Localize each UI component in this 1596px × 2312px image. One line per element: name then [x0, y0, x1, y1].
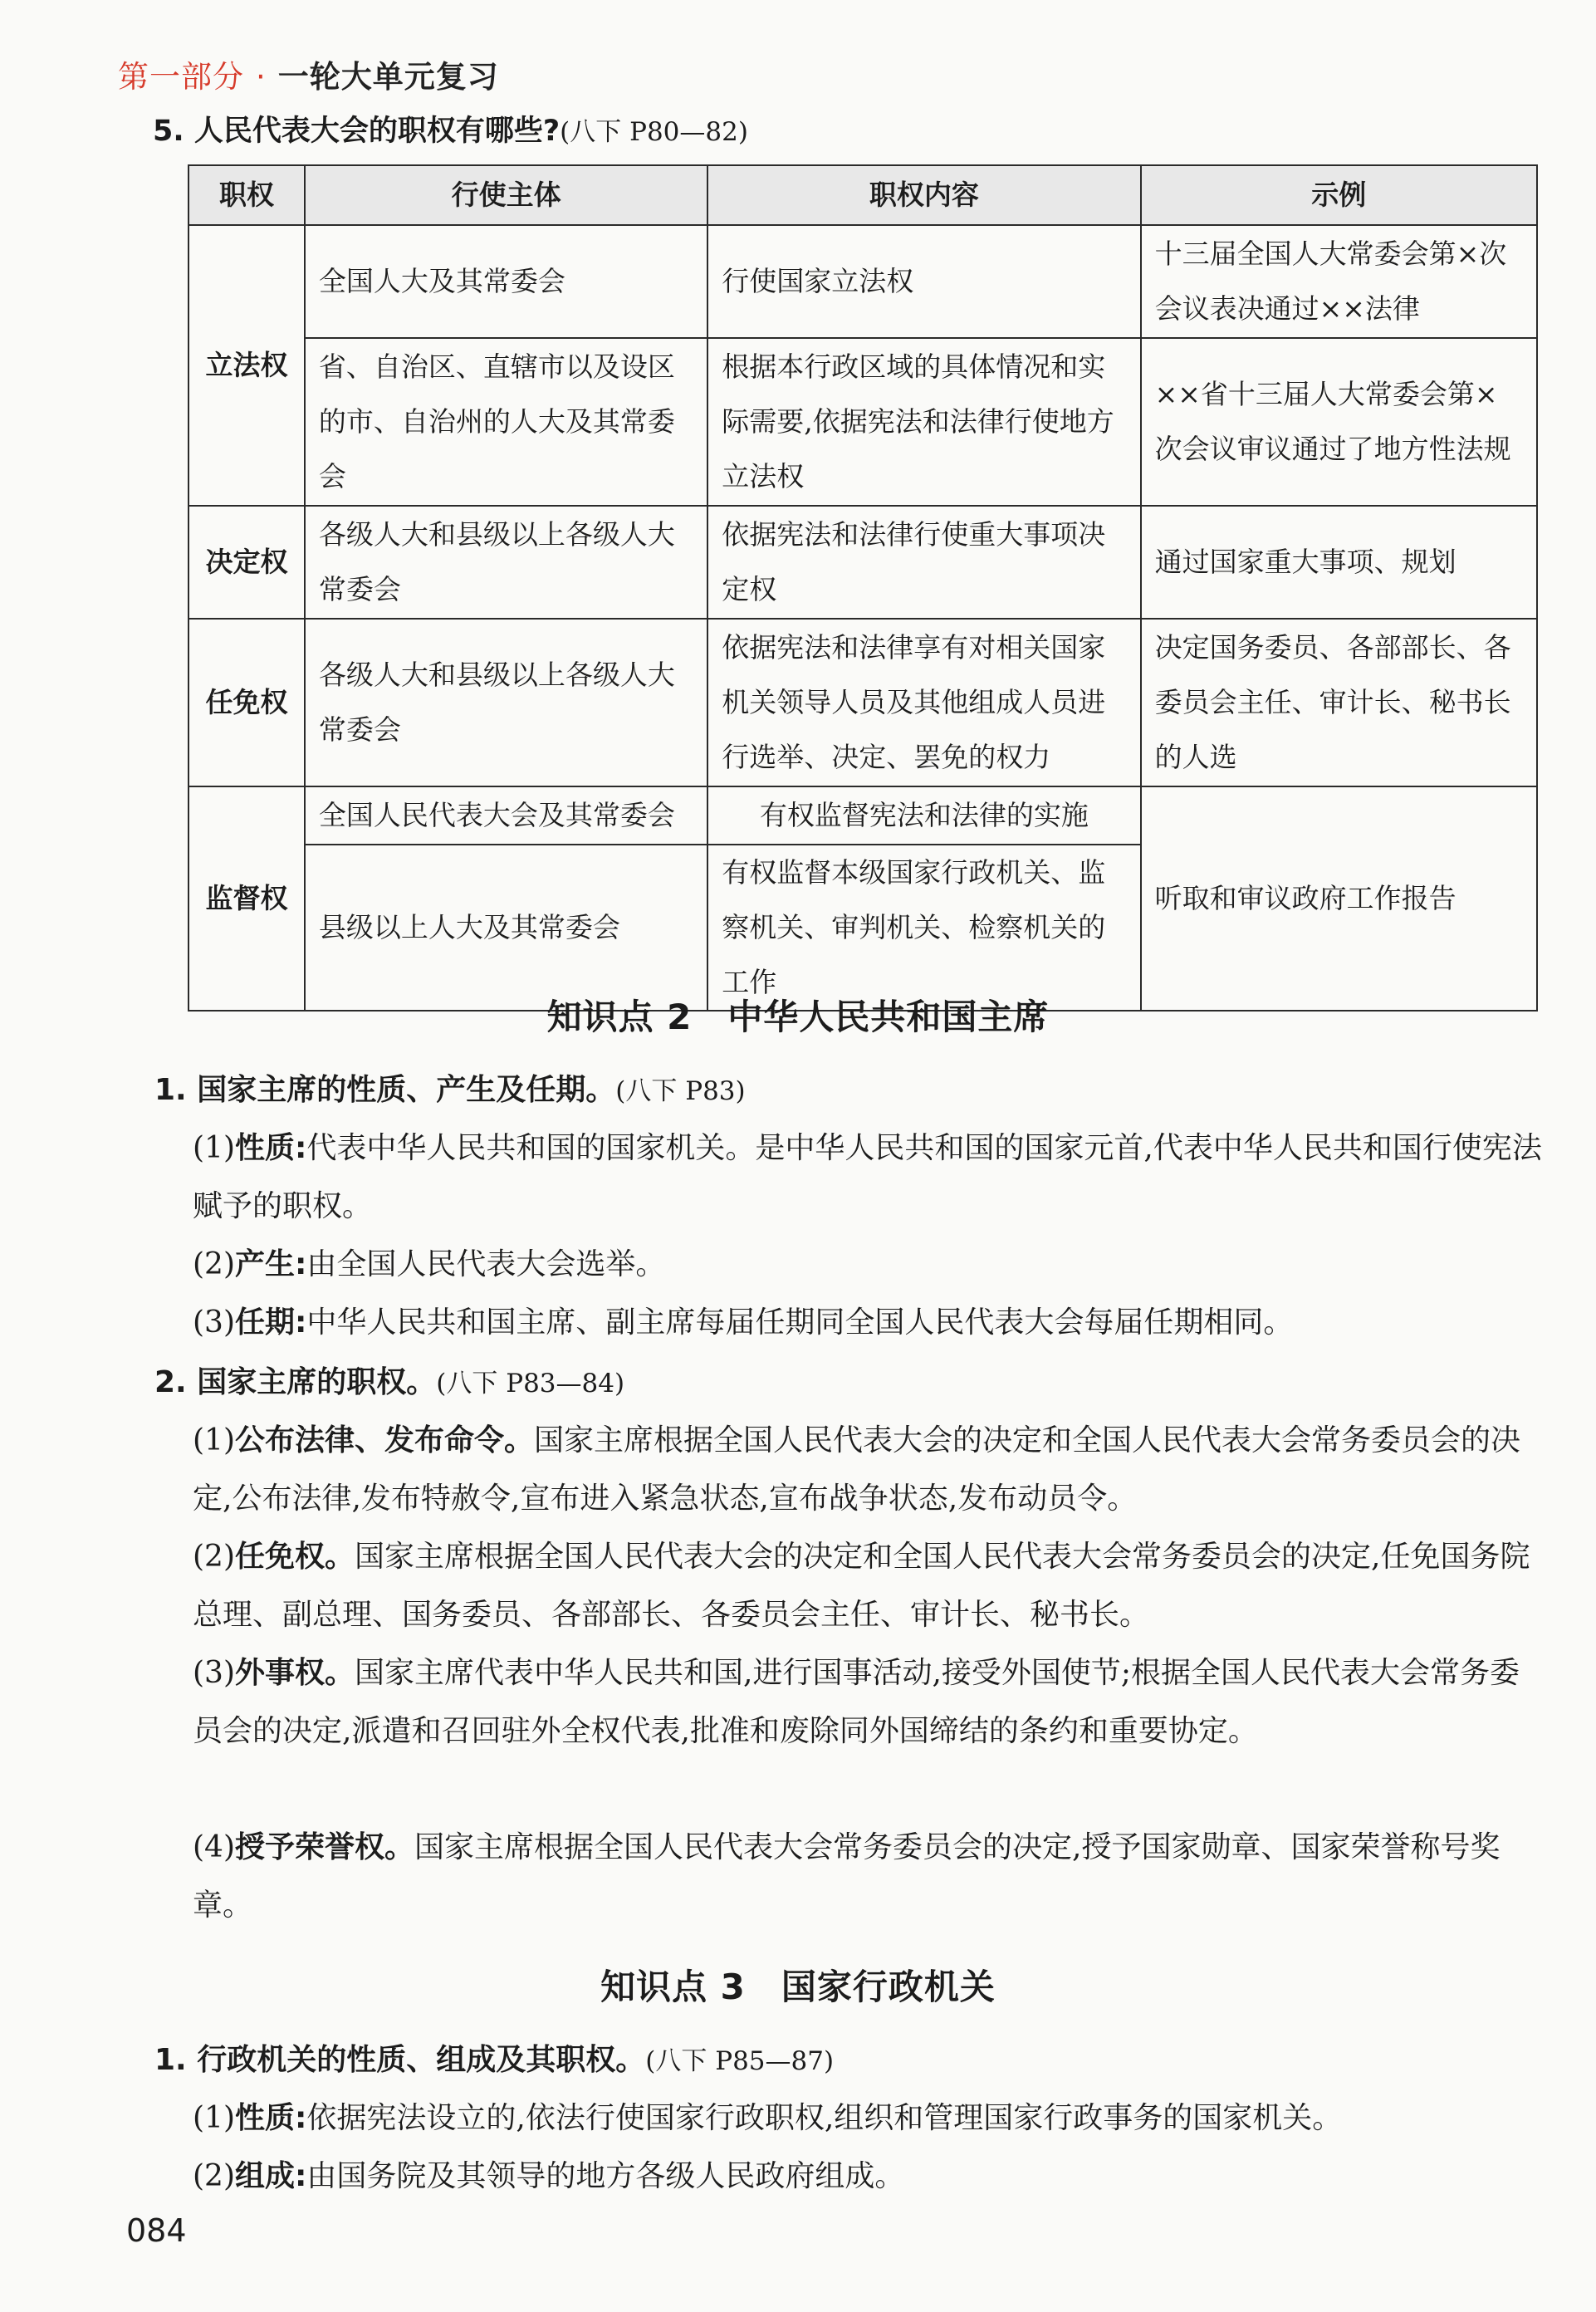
table-row	[188, 225, 1537, 338]
header-title: 一轮大单元复习	[277, 59, 499, 95]
table-cell: 行使国家立法权	[707, 225, 1140, 338]
item-label: 任期:	[235, 1305, 307, 1340]
item-num: (2)	[193, 2159, 235, 2193]
item-label: 性质:	[235, 1131, 307, 1165]
table-cell: 决定国务委员、各部部长、各委员会主任、审计长、秘书长的人选	[1141, 619, 1537, 786]
kp3-item-composition	[193, 2148, 1546, 2206]
item-num: (1)	[193, 1423, 235, 1457]
item-text: 国家主席根据全国人民代表大会常务委员会的决定,授予国家勋章、国家荣誉称号奖章。	[193, 1830, 1501, 1923]
kp2-q2-item-foreign	[193, 1644, 1546, 1761]
header-dot: ·	[256, 59, 267, 95]
kp2-q1-item-nature	[193, 1119, 1546, 1236]
row-head-decision: 决定权	[188, 506, 305, 619]
item-num: (2)	[193, 1247, 235, 1281]
item-num: (3)	[193, 1305, 235, 1340]
page-header	[118, 51, 499, 96]
kp2-q2-ref: (八下 P83—84)	[436, 1369, 625, 1398]
table-cell: 通过国家重大事项、规划	[1141, 506, 1537, 619]
item-label: 外事权。	[235, 1656, 355, 1690]
item-text: 由全国人民代表大会选举。	[306, 1247, 666, 1281]
table-cell: 全国人民代表大会及其常委会	[305, 786, 707, 845]
kp3-item-nature	[193, 2089, 1546, 2148]
item-text: 依据宪法设立的,依法行使国家行政职权,组织和管理国家行政事务的国家机关。	[306, 2101, 1343, 2135]
col-header-body: 行使主体	[305, 165, 707, 225]
col-header-content: 职权内容	[707, 165, 1140, 225]
row-head-legislative: 立法权	[188, 225, 305, 506]
kp2-q2-title: 2. 国家主席的职权。	[154, 1365, 437, 1399]
section-title-kp2: 知识点 2 中华人民共和国主席	[546, 997, 1050, 1037]
table-cell: 各级人大和县级以上各级人大常委会	[305, 506, 707, 619]
kp2-q1-item-term	[193, 1294, 1546, 1352]
table-cell: 全国人大及其常委会	[305, 225, 707, 338]
item-label: 公布法律、发布命令。	[235, 1423, 535, 1457]
kp2-q2-item-honor	[193, 1819, 1546, 1935]
section-title-kp3: 知识点 3 国家行政机关	[600, 1967, 996, 2007]
kp2-q1-title: 1. 国家主席的性质、产生及任期。	[154, 1073, 616, 1107]
table-cell: 各级人大和县级以上各级人大常委会	[305, 619, 707, 786]
table-cell: 依据宪法和法律行使重大事项决定权	[707, 506, 1140, 619]
kp2-q1-ref: (八下 P83)	[615, 1076, 746, 1106]
table-header-row	[188, 165, 1537, 225]
page-number: 084	[126, 2212, 187, 2249]
question-5-title: 5. 人民代表大会的职权有哪些?	[153, 115, 561, 148]
col-header-power: 职权	[188, 165, 305, 225]
table-cell: 县级以上人大及其常委会	[305, 845, 707, 1011]
item-text: 国家主席根据全国人民代表大会的决定和全国人民代表大会常务委员会的决定,任免国务院总理、副总理、国务委员、各部部长、各委员会主任、审计长、秘书长。	[193, 1540, 1530, 1632]
question-5	[153, 108, 748, 149]
item-num: (1)	[193, 1131, 235, 1165]
item-text: 国家主席代表中华人民共和国,进行国事活动,接受外国使节;根据全国人民代表大会常务委员会的决定,派遣和召回驻外全权代表,批准和废除同外国缔结的条约和重要协定。	[193, 1656, 1520, 1748]
kp3-q1-title: 1. 行政机关的性质、组成及其职权。	[154, 2043, 646, 2077]
kp2-question-1	[154, 1061, 746, 1120]
powers-table	[188, 164, 1538, 1012]
kp2-question-2	[154, 1354, 624, 1413]
table-cell: 十三届全国人大常委会第×次会议表决通过××法律	[1141, 225, 1537, 338]
col-header-example: 示例	[1141, 165, 1537, 225]
kp3-q1-ref: (八下 P85—87)	[645, 2046, 835, 2076]
item-label: 组成:	[235, 2159, 307, 2193]
item-num: (4)	[193, 1830, 235, 1864]
item-text: 由国务院及其领导的地方各级人民政府组成。	[306, 2159, 905, 2193]
table-cell: 听取和审议政府工作报告	[1141, 786, 1537, 1011]
item-label: 授予荣誉权。	[235, 1830, 415, 1864]
item-num: (1)	[193, 2101, 235, 2135]
table-cell: ××省十三届人大常委会第×次会议审议通过了地方性法规	[1141, 338, 1537, 506]
row-head-supervision: 监督权	[188, 786, 305, 1011]
table-cell: 依据宪法和法律享有对相关国家机关领导人员及其他组成人员进行选举、决定、罢免的权力	[707, 619, 1140, 786]
table-cell: 根据本行政区域的具体情况和实际需要,依据宪法和法律行使地方立法权	[707, 338, 1140, 506]
item-num: (2)	[193, 1540, 235, 1574]
table-cell: 有权监督宪法和法律的实施	[707, 786, 1140, 845]
item-label: 性质:	[235, 2101, 307, 2135]
item-text: 中华人民共和国主席、副主席每届任期同全国人民代表大会每届任期相同。	[306, 1305, 1294, 1340]
row-head-appointment: 任免权	[188, 619, 305, 786]
question-5-ref: (八下 P80—82)	[560, 117, 748, 147]
kp2-q2-item-law	[193, 1412, 1546, 1528]
table-row	[188, 619, 1537, 786]
item-text: 国家主席根据全国人民代表大会的决定和全国人民代表大会常务委员会的决定,公布法律,发布特赦令,宣布进入紧急状态,宣布战争状态,发布动员令。	[193, 1423, 1521, 1516]
kp3-question-1	[154, 2031, 834, 2090]
table-cell: 有权监督本级国家行政机关、监察机关、审判机关、检察机关的工作	[707, 845, 1140, 1011]
item-label: 产生:	[235, 1247, 307, 1281]
kp2-q1-item-origin	[193, 1236, 1546, 1294]
table-row	[188, 786, 1537, 845]
part-label: 第一部分	[118, 59, 244, 95]
table-row	[188, 338, 1537, 506]
table-cell: 省、自治区、直辖市以及设区的市、自治州的人大及其常委会	[305, 338, 707, 506]
item-label: 任免权。	[235, 1540, 355, 1574]
item-num: (3)	[193, 1656, 235, 1690]
kp2-q2-item-appoint	[193, 1528, 1546, 1644]
table-row	[188, 506, 1537, 619]
item-text: 代表中华人民共和国的国家机关。是中华人民共和国的国家元首,代表中华人民共和国行使宪法赋予的职权。	[193, 1131, 1542, 1223]
